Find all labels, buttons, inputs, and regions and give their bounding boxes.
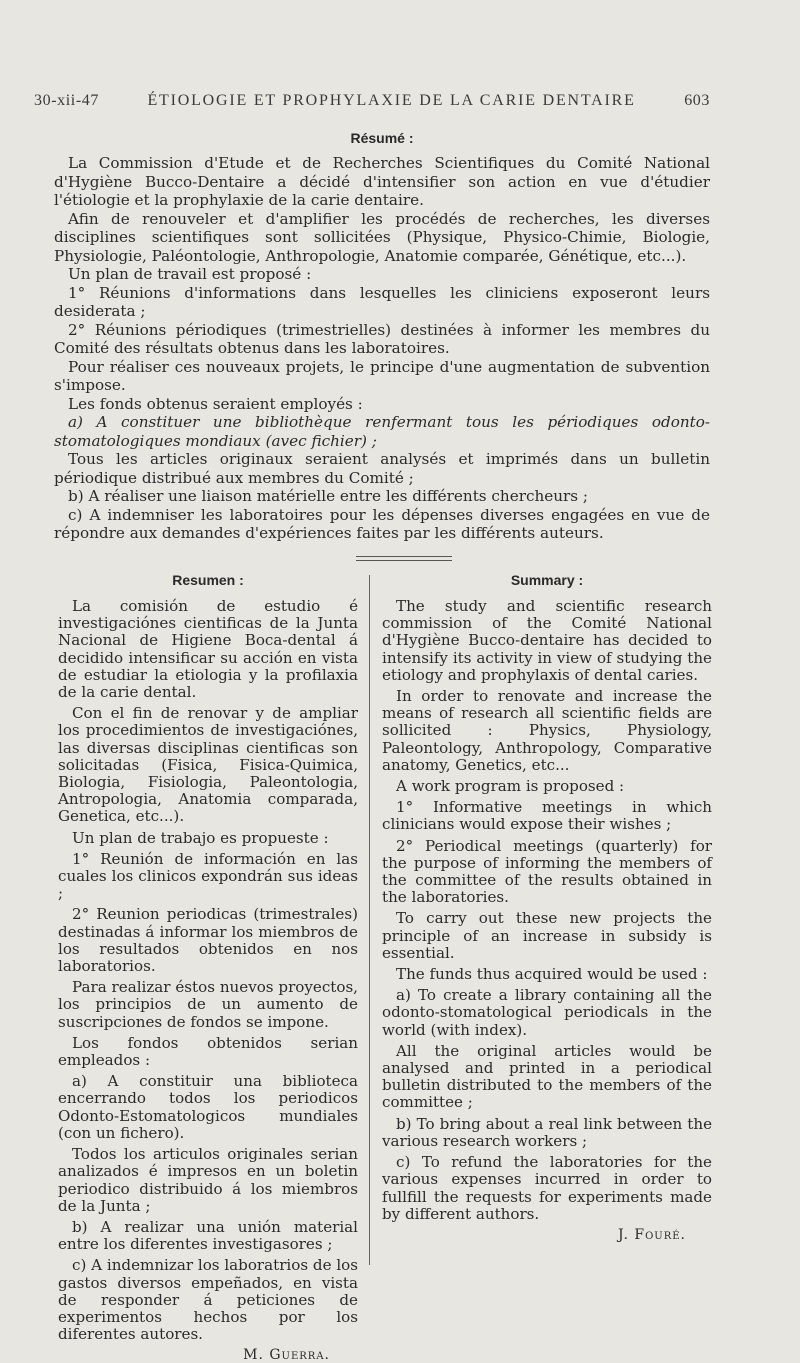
spanish-signature: M. Guerra.: [243, 1347, 330, 1363]
french-paragraph: 2° Réunions périodiques (trimestrielles) destinées à informer les membres du Comité des résultats obtenus dans les laboratoires.: [54, 320, 710, 357]
spanish-paragraph: Todos los articulos originales serian analizados é impresos en un boletin periodico distribuido á los miembros de la Junta ;: [58, 1145, 358, 1215]
spanish-paragraph: Los fondos obtenidos serian empleados :: [58, 1033, 358, 1070]
english-paragraph: The funds thus acquired would be used :: [396, 965, 708, 984]
english-paragraph: 1° Informative meetings in which clinicians would expose their wishes ;: [382, 798, 712, 834]
spanish-summary: [58, 572, 358, 1363]
spanish-paragraph: a) A constituir una biblioteca encerrando todos los periodicos Odonto-Estomatologicos mundiales (con un fichero).: [58, 1072, 358, 1142]
english-paragraph: b) To bring about a real link between the various research workers ;: [382, 1114, 712, 1150]
english-paragraph: A work program is proposed :: [396, 777, 625, 796]
french-paragraph: Les fonds obtenus seraient employés :: [68, 394, 363, 413]
english-paragraph: In order to renovate and increase the means of research all scientific fields are sollicited : Physics, Physiology, Paleontology, Anthropology, Comparative anatomy, Genetics, etc...: [382, 687, 712, 774]
column-divider: [369, 575, 370, 1265]
spanish-paragraph: c) A indemnizar los laboratrios de los gastos diversos empeñados, en vista de responder á peticiones de experimentos hechos por los diferentes autores.: [58, 1256, 358, 1344]
french-paragraph: b) A réaliser une liaison matérielle entre les différents chercheurs ;: [68, 487, 589, 505]
french-paragraph: Tous les articles originaux seraient analysés et imprimés dans un bulletin périodique distribué aux membres du Comité ;: [54, 450, 710, 487]
english-paragraph: 2° Periodical meetings (quarterly) for the purpose of informing the members of the committee of the results obtained in the laboratories.: [382, 836, 712, 907]
header-title: ÉTIOLOGIE ET PROPHYLAXIE DE LA CARIE DENTAIRE: [147, 92, 636, 109]
french-heading: Résumé :: [350, 130, 414, 146]
french-paragraph: c) A indemniser les laboratoires pour les dépenses diverses engagées en vue de répondre aux demandes d'expériences faites par les différents auteurs.: [54, 505, 710, 542]
header-date: 30-xii-47: [34, 92, 99, 109]
french-paragraph: Pour réaliser ces nouveaux projets, le principe d'une augmentation de subvention s'impose.: [54, 357, 710, 394]
spanish-paragraph: Con el fin de renovar y de ampliar los procedimientos de investigaciónes, las diversas disciplinas cientificas son solicitadas (Fisica, Fisica-Quimica, Biologia, Fisiologia, Paleontologia, Antropologia, Anatomia comparada, Genetica, etc...).: [58, 704, 358, 826]
english-summary: [382, 572, 712, 1243]
english-signature: J. Fouré.: [617, 1226, 686, 1243]
english-paragraph: a) To create a library containing all the odonto-stomatological periodicals in the world (with index).: [382, 986, 712, 1039]
french-paragraph: 1° Réunions d'informations dans lesquelles les cliniciens exposeront leurs desiderata ;: [54, 283, 710, 320]
spanish-paragraph: La comisión de estudio é investigaciónes cientificas de la Junta Nacional de Higiene Boca-dental á decidido intensificar su acción en vista de estudiar la etiologia y la profilaxia de la carie dental.: [58, 597, 358, 702]
french-summary: [54, 130, 710, 543]
page-number: 603: [684, 92, 710, 109]
spanish-paragraph: Para realizar éstos nuevos proyectos, los principios de un aumento de suscripciones de fondos se impone.: [58, 978, 358, 1031]
english-heading: Summary :: [510, 572, 584, 588]
spanish-paragraph: b) A realizar una unión material entre los diferentes investigasores ;: [58, 1217, 358, 1254]
section-separator: [356, 556, 452, 561]
english-paragraph: All the original articles would be analysed and printed in a periodical bulletin distributed to the members of the committee ;: [382, 1041, 712, 1112]
english-paragraph: c) To refund the laboratories for the various expenses incurred in order to fullfill the requests for experiments made by different authors.: [382, 1153, 712, 1223]
french-paragraph: Un plan de travail est proposé :: [68, 265, 312, 283]
spanish-heading: Resumen :: [172, 572, 244, 588]
spanish-paragraph: 1° Reunión de información en las cuales los clinicos expondrán sus ideas ;: [58, 849, 358, 903]
french-paragraph: La Commission d'Etude et de Recherches Scientifiques du Comité National d'Hygiène Bucco-Dentaire a décidé d'intensifier son action en vue d'étudier l'étiologie et la prophylaxie de la carie dentaire.: [54, 154, 710, 209]
spanish-paragraph: Un plan de trabajo es propueste :: [72, 828, 329, 847]
english-paragraph: The study and scientific research commission of the Comité National d'Hygiène Bucco-dentaire has decided to intensify its activity in view of studying the etiology and prophylaxis of dental caries.: [382, 597, 712, 684]
french-paragraph: a) A constituer une bibliothèque renfermant tous les périodiques odonto-stomatologiques mondiaux (avec fichier) ;: [54, 413, 710, 450]
english-paragraph: To carry out these new projects the principle of an increase in subsidy is essential.: [382, 909, 712, 962]
running-head: [34, 92, 710, 110]
french-paragraph: Afin de renouveler et d'amplifier les procédés de recherches, les diverses disciplines scientifiques sont sollicitées (Physique, Physico-Chimie, Biologie, Physiologie, Paléontologie, Anthropologie, Anatomie comparée, Génétique, etc...).: [54, 209, 710, 265]
spanish-paragraph: 2° Reunion periodicas (trimestrales) destinadas á informar los miembros de los resultados obtenidos en nos laboratorios.: [58, 905, 358, 976]
